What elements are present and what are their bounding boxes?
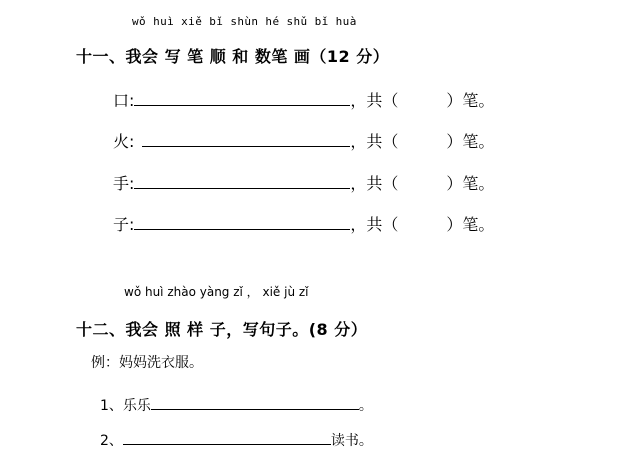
stroke-order-blank[interactable] <box>134 213 350 230</box>
item1-prefix: 1、乐乐 <box>100 398 151 414</box>
item1-suffix: 。 <box>358 398 373 414</box>
stroke-order-blank[interactable] <box>134 172 350 189</box>
item2-prefix: 2、 <box>100 433 123 449</box>
row-character: 火 <box>113 132 130 151</box>
stroke-order-blank[interactable] <box>134 89 350 106</box>
total-prefix: ，共（ <box>350 215 399 234</box>
total-prefix: ，共（ <box>350 91 399 110</box>
total-suffix: ）笔。 <box>446 215 495 234</box>
row-colon: : <box>129 215 135 234</box>
sentence-item-1 <box>100 395 373 415</box>
row-colon: : <box>129 132 135 151</box>
section11-heading: 十一、我会 写 笔 顺 和 数笔 画（12 分） <box>76 47 390 66</box>
stroke-row <box>113 171 494 194</box>
row-character: 子 <box>113 215 130 234</box>
total-prefix: ，共（ <box>350 174 399 193</box>
total-suffix: ）笔。 <box>446 132 495 151</box>
total-prefix: ，共（ <box>350 132 399 151</box>
sentence-blank-1[interactable] <box>151 395 359 410</box>
stroke-row <box>113 129 494 152</box>
section12-pinyin: wǒ huì zhào yàng zǐ ， xiě jù zǐ <box>124 285 309 299</box>
row-colon: : <box>129 91 135 110</box>
row-character: 口 <box>113 91 130 110</box>
stroke-row <box>113 88 494 111</box>
example-sentence: 例：妈妈洗衣服。 <box>91 355 203 371</box>
total-suffix: ）笔。 <box>446 91 495 110</box>
total-suffix: ）笔。 <box>446 174 495 193</box>
stroke-order-blank[interactable] <box>142 130 350 147</box>
section12-heading: 十二、我会 照 样 子，写句子。(8 分） <box>76 320 368 339</box>
item2-suffix: 读书。 <box>330 433 373 449</box>
section11-pinyin: wǒ huì xiě bǐ shùn hé shǔ bǐ huà <box>132 15 357 28</box>
row-colon: : <box>129 174 135 193</box>
sentence-item-2 <box>100 430 373 450</box>
row-character: 手 <box>113 174 130 193</box>
sentence-blank-2[interactable] <box>123 430 331 445</box>
stroke-row <box>113 212 494 235</box>
